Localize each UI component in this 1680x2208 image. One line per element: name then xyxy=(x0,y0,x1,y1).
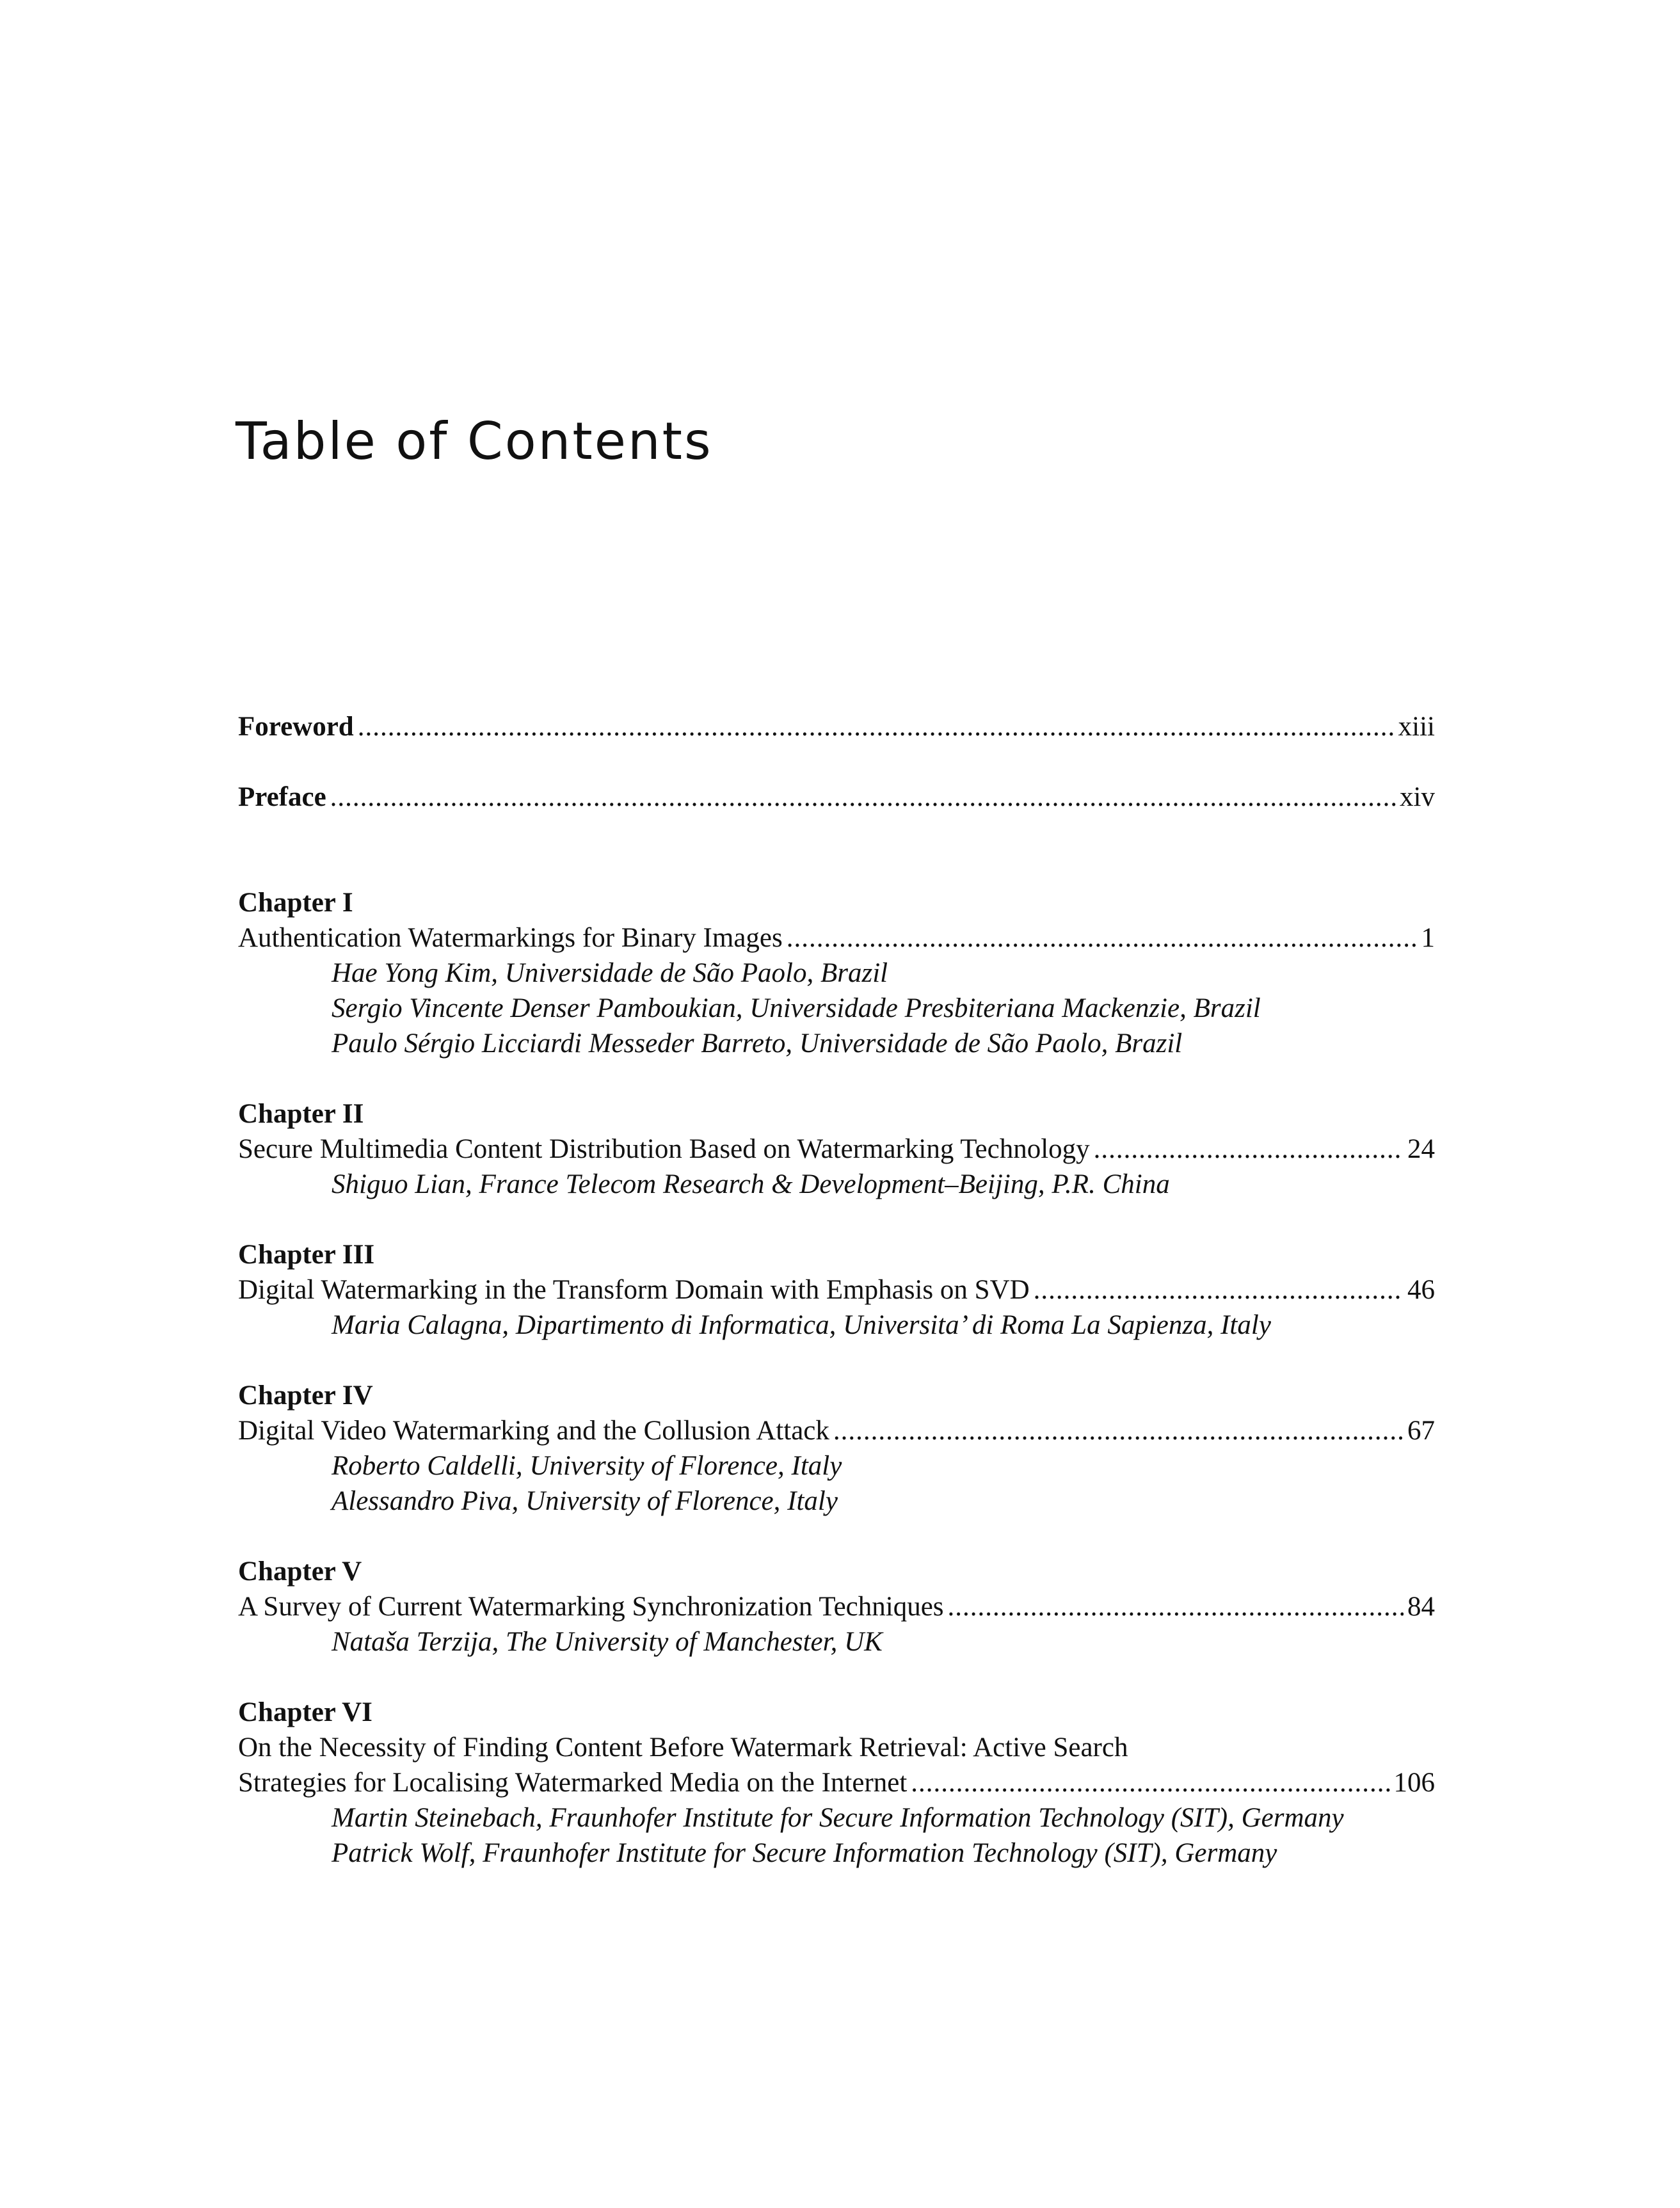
chapter-label: Chapter IV xyxy=(238,1380,373,1411)
page-title: Table of Contents xyxy=(236,412,713,471)
toc-chapter-6[interactable] xyxy=(238,1695,1435,1871)
page-number: 1 xyxy=(1421,923,1435,953)
page-number: 106 xyxy=(1393,1768,1435,1798)
chapter-author: Martin Steinebach, Fraunhofer Institute for Secure Information Technology (SIT), Germany xyxy=(332,1803,1344,1833)
chapter-label: Chapter I xyxy=(238,888,353,918)
chapter-title-line xyxy=(238,920,1435,956)
chapter-label: Chapter VI xyxy=(238,1697,372,1727)
dot-leader xyxy=(833,1413,1404,1448)
chapter-title-line xyxy=(238,1589,1435,1624)
chapter-title-continued: Strategies for Localising Watermarked Media on the Internet xyxy=(238,1768,908,1798)
chapter-author: Shiguo Lian, France Telecom Research & Development–Beijing, P.R. China xyxy=(332,1169,1170,1199)
chapter-author: Sergio Vincente Denser Pamboukian, Universidade Presbiteriana Mackenzie, Brazil xyxy=(332,993,1261,1023)
chapter-author: Nataša Terzija, The University of Manchester, UK xyxy=(332,1627,883,1657)
chapter-title-line xyxy=(238,1765,1435,1800)
chapter-title: Digital Watermarking in the Transform Domain with Emphasis on SVD xyxy=(238,1275,1030,1305)
chapter-author: Patrick Wolf, Fraunhofer Institute for Secure Information Technology (SIT), Germany xyxy=(332,1838,1277,1868)
chapter-title-line xyxy=(238,1132,1435,1167)
chapter-author: Alessandro Piva, University of Florence, Italy xyxy=(332,1486,838,1516)
chapter-author: Paulo Sérgio Licciardi Messeder Barreto, Universidade de São Paolo, Brazil xyxy=(332,1028,1183,1059)
entry-label: Preface xyxy=(238,782,326,812)
table-of-contents xyxy=(238,709,1435,1906)
toc-entry-foreword[interactable] xyxy=(238,709,1435,744)
toc-chapter-1[interactable] xyxy=(238,885,1435,1061)
chapter-author: Maria Calagna, Dipartimento di Informatica, Universita’ di Roma La Sapienza, Italy xyxy=(332,1310,1271,1340)
chapter-title: On the Necessity of Finding Content Before Watermark Retrieval: Active Search xyxy=(238,1732,1128,1763)
entry-label: Foreword xyxy=(238,712,354,742)
chapter-author: Hae Yong Kim, Universidade de São Paolo, Brazil xyxy=(332,958,888,988)
dot-leader xyxy=(948,1589,1404,1624)
chapter-title: Digital Video Watermarking and the Collusion Attack xyxy=(238,1416,829,1446)
dot-leader xyxy=(1094,1132,1404,1167)
chapter-author: Roberto Caldelli, University of Florence, Italy xyxy=(332,1451,842,1481)
toc-chapter-5[interactable] xyxy=(238,1554,1435,1660)
toc-chapter-3[interactable] xyxy=(238,1237,1435,1343)
chapter-label: Chapter V xyxy=(238,1556,362,1587)
dot-leader xyxy=(358,709,1395,744)
toc-chapter-4[interactable] xyxy=(238,1378,1435,1519)
chapter-title: Secure Multimedia Content Distribution Based on Watermarking Technology xyxy=(238,1134,1090,1164)
dot-leader xyxy=(330,780,1396,815)
page-number: 67 xyxy=(1407,1416,1435,1446)
toc-chapter-2[interactable] xyxy=(238,1096,1435,1202)
page-number: xiii xyxy=(1398,712,1435,742)
toc-entry-preface[interactable] xyxy=(238,780,1435,815)
page-number: xiv xyxy=(1400,782,1435,812)
page-number: 46 xyxy=(1407,1275,1435,1305)
chapter-label: Chapter III xyxy=(238,1240,375,1270)
chapter-label: Chapter II xyxy=(238,1099,364,1129)
chapter-title: A Survey of Current Watermarking Synchronization Techniques xyxy=(238,1592,944,1622)
page-number: 24 xyxy=(1407,1134,1435,1164)
dot-leader xyxy=(787,920,1418,956)
chapter-title-line xyxy=(238,1272,1435,1308)
page-number: 84 xyxy=(1407,1592,1435,1622)
chapter-title-line xyxy=(238,1413,1435,1448)
dot-leader xyxy=(911,1765,1389,1800)
chapter-title: Authentication Watermarkings for Binary Images xyxy=(238,923,783,953)
dot-leader xyxy=(1034,1272,1404,1308)
